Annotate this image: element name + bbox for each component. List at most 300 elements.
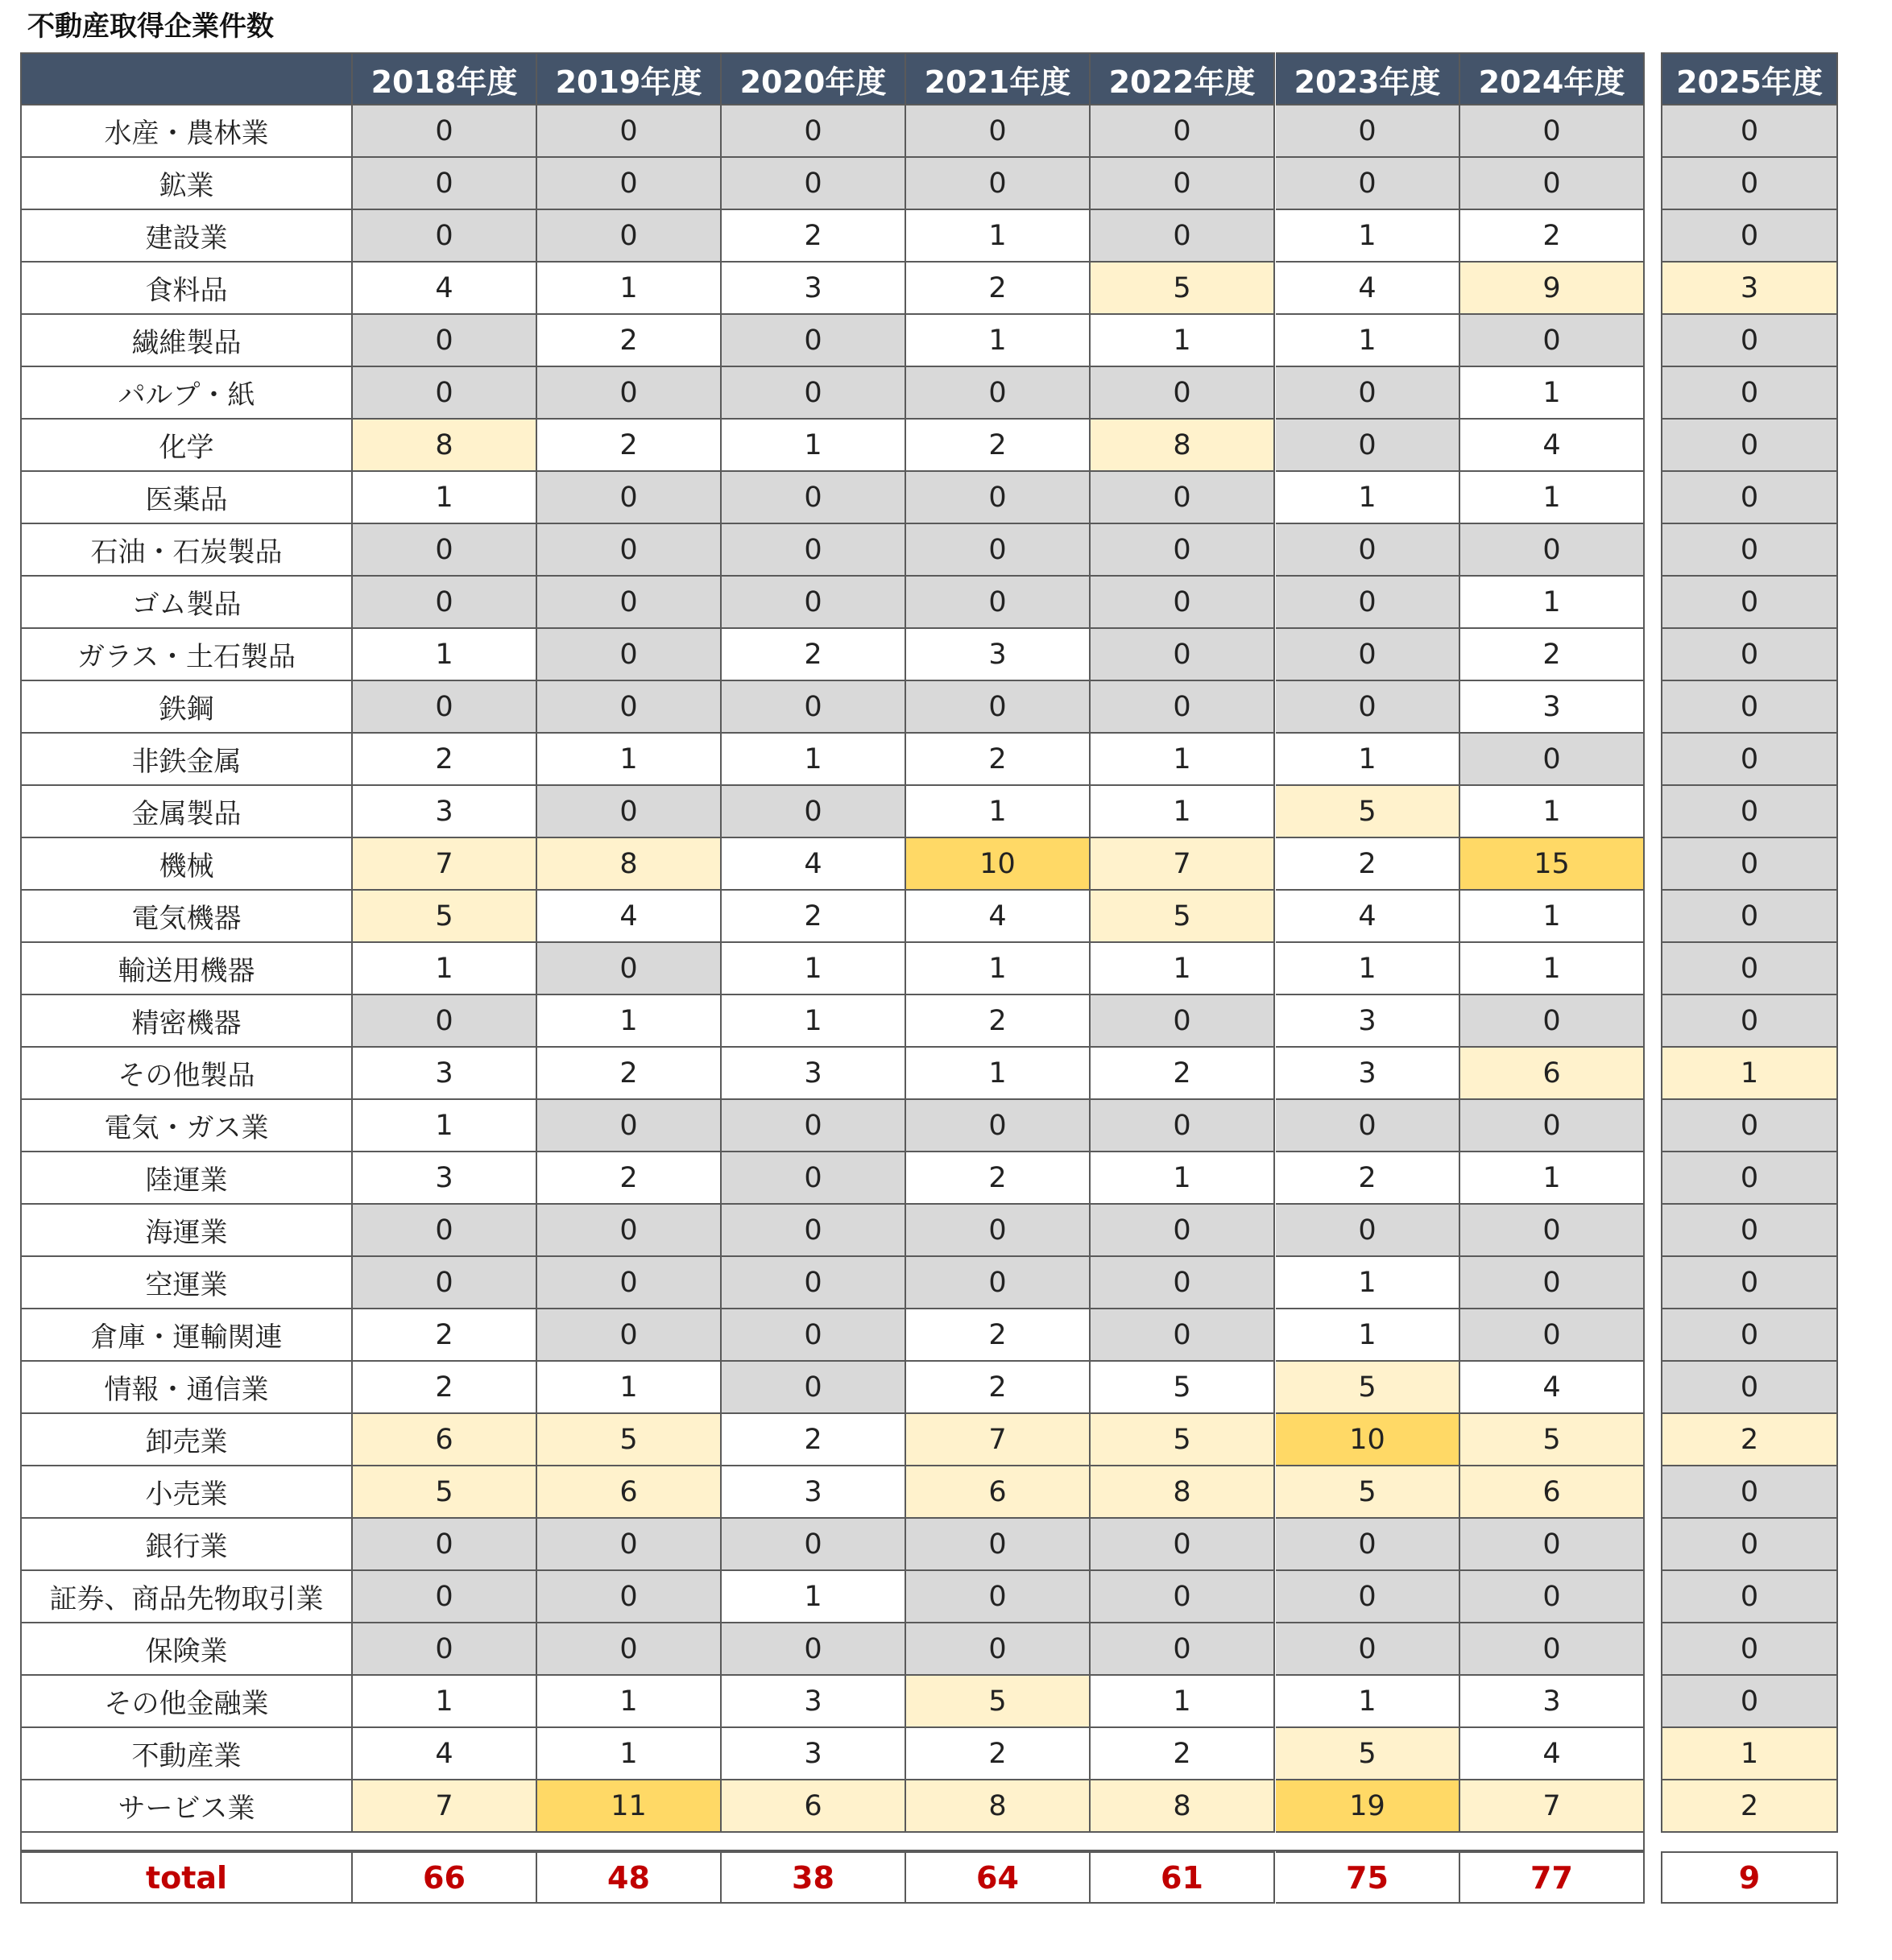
count-cell: 2 <box>906 1728 1091 1780</box>
count-cell: 7 <box>906 1414 1091 1466</box>
count-cell: 0 <box>1276 629 1460 681</box>
count-cell: 3 <box>1460 1676 1645 1728</box>
count-cell: 0 <box>537 943 722 995</box>
count-cell: 1 <box>1276 734 1460 786</box>
count-cell: 0 <box>906 1205 1091 1257</box>
count-cell: 2 <box>1460 629 1645 681</box>
count-cell: 0 <box>353 367 537 420</box>
count-cell: 1 <box>1276 472 1460 524</box>
count-cell: 0 <box>1091 1571 1275 1623</box>
count-cell: 0 <box>722 786 906 838</box>
count-cell: 0 <box>1661 1676 1838 1728</box>
industry-label: 非鉄金属 <box>20 734 353 786</box>
count-cell: 2 <box>537 420 722 472</box>
count-cell: 2 <box>722 891 906 943</box>
count-cell: 0 <box>1091 995 1275 1048</box>
count-cell: 0 <box>537 472 722 524</box>
count-cell: 1 <box>906 1048 1091 1100</box>
count-cell: 0 <box>722 367 906 420</box>
count-cell: 0 <box>353 210 537 263</box>
count-cell: 0 <box>1661 1362 1838 1414</box>
count-cell: 0 <box>353 1519 537 1571</box>
count-cell: 0 <box>722 1205 906 1257</box>
count-cell: 0 <box>537 1309 722 1362</box>
industry-label: 水産・農林業 <box>20 105 353 158</box>
count-cell: 0 <box>1661 1519 1838 1571</box>
count-cell: 7 <box>353 1780 537 1833</box>
count-cell: 2 <box>1276 1152 1460 1205</box>
count-cell: 2 <box>1661 1414 1838 1466</box>
industry-label: 海運業 <box>20 1205 353 1257</box>
count-cell: 5 <box>353 891 537 943</box>
count-cell: 0 <box>906 577 1091 629</box>
count-cell: 10 <box>906 838 1091 891</box>
count-cell: 1 <box>537 1362 722 1414</box>
count-cell: 0 <box>537 524 722 577</box>
count-cell: 3 <box>722 263 906 315</box>
count-cell: 0 <box>906 1257 1091 1309</box>
count-cell: 0 <box>906 1100 1091 1152</box>
count-cell: 3 <box>1276 995 1460 1048</box>
count-cell: 0 <box>722 577 906 629</box>
count-cell: 0 <box>1091 1205 1275 1257</box>
count-cell: 2 <box>537 1152 722 1205</box>
count-cell: 0 <box>722 1623 906 1676</box>
count-cell: 1 <box>1091 315 1275 367</box>
total-label: total <box>20 1851 353 1904</box>
count-cell: 3 <box>353 786 537 838</box>
count-cell: 0 <box>1091 1519 1275 1571</box>
count-cell: 4 <box>353 263 537 315</box>
count-cell: 0 <box>1661 681 1838 734</box>
count-cell: 0 <box>353 524 537 577</box>
count-cell: 5 <box>1460 1414 1645 1466</box>
count-cell: 0 <box>1661 1205 1838 1257</box>
count-cell: 0 <box>537 629 722 681</box>
count-cell: 3 <box>722 1728 906 1780</box>
count-cell: 1 <box>353 943 537 995</box>
count-cell: 0 <box>1661 524 1838 577</box>
count-cell: 0 <box>537 1623 722 1676</box>
count-cell: 0 <box>1661 577 1838 629</box>
count-cell: 0 <box>906 105 1091 158</box>
total-cell: 77 <box>1460 1851 1645 1904</box>
count-cell: 1 <box>1091 1152 1275 1205</box>
count-cell: 4 <box>1460 420 1645 472</box>
count-cell: 0 <box>722 1519 906 1571</box>
count-cell: 0 <box>906 524 1091 577</box>
header-corner-cell <box>20 52 353 105</box>
count-cell: 1 <box>537 995 722 1048</box>
count-cell: 0 <box>1091 681 1275 734</box>
total-cell: 64 <box>906 1851 1091 1904</box>
count-cell: 2 <box>722 629 906 681</box>
count-cell: 6 <box>1460 1048 1645 1100</box>
count-cell: 0 <box>1091 577 1275 629</box>
count-cell: 0 <box>353 995 537 1048</box>
count-cell: 0 <box>1276 1519 1460 1571</box>
count-cell: 0 <box>1091 524 1275 577</box>
count-cell: 1 <box>906 943 1091 995</box>
count-cell: 5 <box>1091 263 1275 315</box>
count-cell: 1 <box>353 1676 537 1728</box>
count-cell: 0 <box>1661 891 1838 943</box>
count-cell: 2 <box>537 1048 722 1100</box>
count-cell: 1 <box>353 472 537 524</box>
count-cell: 5 <box>1276 1466 1460 1519</box>
count-cell: 0 <box>722 1152 906 1205</box>
industry-label: 不動産業 <box>20 1728 353 1780</box>
count-cell: 5 <box>1276 1362 1460 1414</box>
count-cell: 0 <box>1460 734 1645 786</box>
count-cell: 0 <box>722 105 906 158</box>
count-cell: 1 <box>1091 943 1275 995</box>
count-cell: 1 <box>537 734 722 786</box>
count-cell: 0 <box>537 1100 722 1152</box>
count-cell: 2 <box>537 315 722 367</box>
count-cell: 4 <box>722 838 906 891</box>
count-cell: 0 <box>1661 158 1838 210</box>
total-cell: 61 <box>1091 1851 1275 1904</box>
count-cell: 11 <box>537 1780 722 1833</box>
industry-label: 医薬品 <box>20 472 353 524</box>
count-cell: 0 <box>537 1571 722 1623</box>
count-cell: 1 <box>1276 1676 1460 1728</box>
count-cell: 1 <box>1460 1152 1645 1205</box>
count-cell: 9 <box>1460 263 1645 315</box>
count-cell: 0 <box>1661 629 1838 681</box>
count-cell: 1 <box>722 734 906 786</box>
count-cell: 0 <box>1091 1100 1275 1152</box>
total-cell: 75 <box>1276 1851 1460 1904</box>
count-cell: 1 <box>722 420 906 472</box>
count-cell: 0 <box>722 524 906 577</box>
count-cell: 2 <box>906 420 1091 472</box>
count-cell: 0 <box>722 315 906 367</box>
count-cell: 0 <box>537 367 722 420</box>
count-cell: 0 <box>906 681 1091 734</box>
count-cell: 0 <box>1460 1571 1645 1623</box>
count-cell: 5 <box>1276 1728 1460 1780</box>
count-cell: 3 <box>1460 681 1645 734</box>
count-cell: 5 <box>1091 1414 1275 1466</box>
count-cell: 0 <box>1276 1100 1460 1152</box>
count-cell: 1 <box>353 1100 537 1152</box>
count-cell: 1 <box>1091 786 1275 838</box>
count-cell: 0 <box>906 1519 1091 1571</box>
count-cell: 5 <box>353 1466 537 1519</box>
count-cell: 0 <box>537 1205 722 1257</box>
count-cell: 1 <box>906 786 1091 838</box>
page-title: 不動産取得企業件数 <box>27 10 274 43</box>
industry-label: 食料品 <box>20 263 353 315</box>
count-cell: 1 <box>1460 367 1645 420</box>
count-cell: 1 <box>353 629 537 681</box>
count-cell: 4 <box>1460 1728 1645 1780</box>
count-cell: 0 <box>537 1519 722 1571</box>
industry-label: その他製品 <box>20 1048 353 1100</box>
count-cell: 5 <box>1091 1362 1275 1414</box>
count-cell: 0 <box>1091 1257 1275 1309</box>
count-cell: 1 <box>1460 472 1645 524</box>
count-cell: 3 <box>1661 263 1838 315</box>
count-cell: 0 <box>1460 105 1645 158</box>
industry-label: 輸送用機器 <box>20 943 353 995</box>
count-cell: 0 <box>1460 1257 1645 1309</box>
count-cell: 0 <box>353 158 537 210</box>
count-cell: 0 <box>722 1100 906 1152</box>
industry-label: 倉庫・運輸関連 <box>20 1309 353 1362</box>
count-cell: 0 <box>1091 105 1275 158</box>
count-cell: 0 <box>1460 1519 1645 1571</box>
count-cell: 5 <box>537 1414 722 1466</box>
count-cell: 2 <box>1276 838 1460 891</box>
count-cell: 0 <box>906 1571 1091 1623</box>
count-cell: 3 <box>722 1048 906 1100</box>
count-cell: 3 <box>722 1466 906 1519</box>
year-header-2025: 2025年度 <box>1661 52 1838 105</box>
count-cell: 0 <box>353 1571 537 1623</box>
count-cell: 0 <box>1661 1257 1838 1309</box>
count-cell: 1 <box>1460 891 1645 943</box>
count-cell: 0 <box>1460 995 1645 1048</box>
count-cell: 0 <box>1276 524 1460 577</box>
count-cell: 6 <box>537 1466 722 1519</box>
count-cell: 0 <box>537 158 722 210</box>
count-cell: 0 <box>537 786 722 838</box>
count-cell: 0 <box>1661 1623 1838 1676</box>
count-cell: 0 <box>1661 838 1838 891</box>
count-cell: 4 <box>1276 891 1460 943</box>
count-cell: 2 <box>722 210 906 263</box>
count-cell: 8 <box>353 420 537 472</box>
count-cell: 0 <box>1276 158 1460 210</box>
count-cell: 0 <box>1276 1571 1460 1623</box>
count-cell: 0 <box>353 1623 537 1676</box>
count-cell: 0 <box>1091 158 1275 210</box>
count-cell: 0 <box>722 472 906 524</box>
count-cell: 7 <box>1091 838 1275 891</box>
year-header: 2022年度 <box>1091 52 1275 105</box>
industry-label: 鉄鋼 <box>20 681 353 734</box>
count-cell: 0 <box>906 367 1091 420</box>
count-cell: 0 <box>353 577 537 629</box>
count-cell: 5 <box>1276 786 1460 838</box>
count-cell: 0 <box>537 1257 722 1309</box>
count-cell: 1 <box>537 1728 722 1780</box>
count-cell: 0 <box>353 681 537 734</box>
count-cell: 0 <box>1661 1309 1838 1362</box>
count-cell: 3 <box>353 1152 537 1205</box>
industry-label: 電気機器 <box>20 891 353 943</box>
count-cell: 2 <box>1091 1728 1275 1780</box>
count-cell: 0 <box>722 1257 906 1309</box>
count-cell: 0 <box>1661 1100 1838 1152</box>
year-header: 2020年度 <box>722 52 906 105</box>
count-cell: 0 <box>1661 420 1838 472</box>
count-cell: 3 <box>722 1676 906 1728</box>
count-cell: 0 <box>1091 367 1275 420</box>
count-cell: 0 <box>1091 1623 1275 1676</box>
industry-label: 建設業 <box>20 210 353 263</box>
count-cell: 4 <box>537 891 722 943</box>
count-cell: 0 <box>722 681 906 734</box>
count-cell: 0 <box>722 1309 906 1362</box>
count-cell: 1 <box>722 943 906 995</box>
total-cell: 48 <box>537 1851 722 1904</box>
count-cell: 0 <box>1276 420 1460 472</box>
count-cell: 2 <box>906 734 1091 786</box>
count-cell: 4 <box>353 1728 537 1780</box>
count-cell: 0 <box>906 1623 1091 1676</box>
year-header: 2018年度 <box>353 52 537 105</box>
year-header: 2019年度 <box>537 52 722 105</box>
count-cell: 0 <box>1661 1466 1838 1519</box>
count-cell: 10 <box>1276 1414 1460 1466</box>
count-cell: 0 <box>1460 315 1645 367</box>
count-cell: 2 <box>722 1414 906 1466</box>
count-cell: 1 <box>1276 210 1460 263</box>
count-cell: 3 <box>353 1048 537 1100</box>
count-cell: 0 <box>537 105 722 158</box>
count-cell: 3 <box>1276 1048 1460 1100</box>
industry-label: 石油・石炭製品 <box>20 524 353 577</box>
industry-label: 化学 <box>20 420 353 472</box>
count-cell: 5 <box>906 1676 1091 1728</box>
count-cell: 1 <box>722 1571 906 1623</box>
industry-label: 卸売業 <box>20 1414 353 1466</box>
count-cell: 7 <box>1460 1780 1645 1833</box>
industry-label: 繊維製品 <box>20 315 353 367</box>
count-cell: 0 <box>1276 577 1460 629</box>
count-cell: 0 <box>1460 524 1645 577</box>
count-cell: 1 <box>1091 734 1275 786</box>
count-cell: 0 <box>537 681 722 734</box>
count-cell: 1 <box>722 995 906 1048</box>
count-cell: 0 <box>353 315 537 367</box>
count-cell: 8 <box>1091 420 1275 472</box>
count-cell: 0 <box>1460 1623 1645 1676</box>
count-cell: 0 <box>1460 1100 1645 1152</box>
total-cell: 38 <box>722 1851 906 1904</box>
count-cell: 0 <box>1091 210 1275 263</box>
count-cell: 15 <box>1460 838 1645 891</box>
count-cell: 0 <box>353 1205 537 1257</box>
year-header: 2023年度 <box>1276 52 1460 105</box>
count-cell: 1 <box>906 210 1091 263</box>
count-cell: 0 <box>1460 1205 1645 1257</box>
count-cell: 2 <box>906 263 1091 315</box>
count-cell: 1 <box>1276 315 1460 367</box>
count-cell: 0 <box>1661 315 1838 367</box>
count-cell: 0 <box>1661 367 1838 420</box>
count-cell: 0 <box>1276 681 1460 734</box>
count-cell: 8 <box>906 1780 1091 1833</box>
count-cell: 1 <box>537 263 722 315</box>
industry-label: 保険業 <box>20 1623 353 1676</box>
industry-label: 金属製品 <box>20 786 353 838</box>
count-cell: 4 <box>1460 1362 1645 1414</box>
count-cell: 0 <box>1276 1205 1460 1257</box>
industry-label: 情報・通信業 <box>20 1362 353 1414</box>
count-cell: 7 <box>353 838 537 891</box>
total-cell: 9 <box>1661 1851 1838 1904</box>
count-cell: 2 <box>906 1362 1091 1414</box>
count-cell: 2 <box>353 1309 537 1362</box>
count-cell: 0 <box>1661 210 1838 263</box>
count-cell: 6 <box>353 1414 537 1466</box>
industry-label: 機械 <box>20 838 353 891</box>
count-cell: 6 <box>906 1466 1091 1519</box>
count-cell: 0 <box>1661 1571 1838 1623</box>
industry-label: 小売業 <box>20 1466 353 1519</box>
count-cell: 0 <box>906 472 1091 524</box>
industry-label: ゴム製品 <box>20 577 353 629</box>
count-cell: 0 <box>537 210 722 263</box>
count-cell: 4 <box>906 891 1091 943</box>
industry-label: 空運業 <box>20 1257 353 1309</box>
industry-label: 電気・ガス業 <box>20 1100 353 1152</box>
count-cell: 2 <box>353 1362 537 1414</box>
count-cell: 0 <box>1661 734 1838 786</box>
count-cell: 1 <box>1276 943 1460 995</box>
count-cell: 0 <box>1661 105 1838 158</box>
count-cell: 0 <box>1661 995 1838 1048</box>
industry-label: パルプ・紙 <box>20 367 353 420</box>
count-cell: 3 <box>906 629 1091 681</box>
count-cell: 0 <box>1276 105 1460 158</box>
count-cell: 0 <box>537 577 722 629</box>
count-cell: 2 <box>906 1152 1091 1205</box>
industry-label: ガラス・土石製品 <box>20 629 353 681</box>
count-cell: 1 <box>1460 577 1645 629</box>
industry-label: 陸運業 <box>20 1152 353 1205</box>
count-cell: 0 <box>1091 1309 1275 1362</box>
count-cell: 1 <box>906 315 1091 367</box>
count-cell: 0 <box>1091 472 1275 524</box>
count-cell: 2 <box>1661 1780 1838 1833</box>
count-cell: 0 <box>1091 629 1275 681</box>
count-cell: 1 <box>1661 1048 1838 1100</box>
count-cell: 1 <box>1460 786 1645 838</box>
count-cell: 1 <box>1661 1728 1838 1780</box>
count-cell: 1 <box>1276 1309 1460 1362</box>
count-cell: 1 <box>1091 1676 1275 1728</box>
total-cell: 66 <box>353 1851 537 1904</box>
count-cell: 2 <box>906 1309 1091 1362</box>
count-cell: 1 <box>537 1676 722 1728</box>
count-cell: 0 <box>1661 943 1838 995</box>
count-cell: 6 <box>722 1780 906 1833</box>
count-cell: 0 <box>722 1362 906 1414</box>
count-cell: 4 <box>1276 263 1460 315</box>
count-cell: 2 <box>906 995 1091 1048</box>
count-cell: 0 <box>353 105 537 158</box>
industry-label: 証券、商品先物取引業 <box>20 1571 353 1623</box>
count-cell: 0 <box>1460 1309 1645 1362</box>
count-cell: 8 <box>537 838 722 891</box>
count-cell: 1 <box>1460 943 1645 995</box>
count-cell: 0 <box>906 158 1091 210</box>
year-header: 2024年度 <box>1460 52 1645 105</box>
count-cell: 0 <box>1661 1152 1838 1205</box>
count-cell: 1 <box>1276 1257 1460 1309</box>
count-cell: 0 <box>1276 367 1460 420</box>
spacer-row <box>20 1833 1645 1851</box>
count-cell: 8 <box>1091 1466 1275 1519</box>
count-cell: 0 <box>1460 158 1645 210</box>
count-cell: 2 <box>1460 210 1645 263</box>
